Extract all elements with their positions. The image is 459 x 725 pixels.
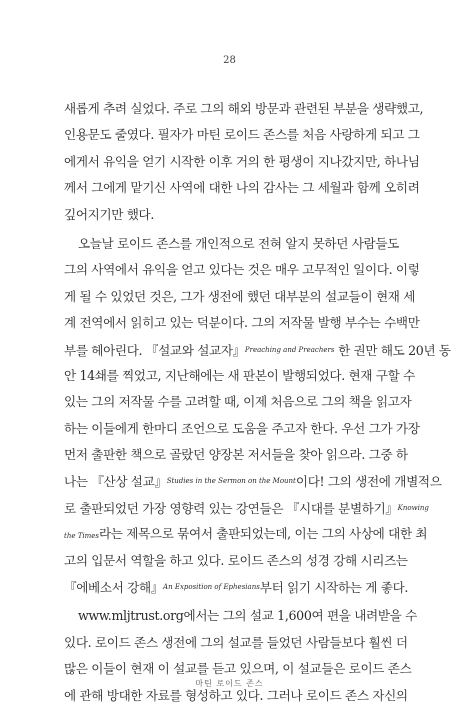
text-line: 게 될 수 있었던 것은, 그가 생전에 했던 대부분의 설교들이 현재 세 xyxy=(64,288,416,304)
running-footer: 마틴 로이드 존스 xyxy=(195,679,264,688)
text-line: 에 관해 방대한 자료를 형성하고 있다. 그러나 로이드 존스 자신의 xyxy=(64,687,408,703)
text-line-with-english-title xyxy=(64,495,429,521)
text-line: www.mljtrust.org에서는 그의 설교 1,600여 편을 내려받을 수 xyxy=(78,608,417,624)
body-text xyxy=(64,96,451,709)
text-line-with-english-title xyxy=(64,574,409,600)
text-line: 안 14쇄를 찍었고, 지난해에는 새 판본이 발행되었다. 현재 구할 수 xyxy=(64,367,415,383)
text-line: 고의 입문서 역할을 하고 있다. 로이드 존스의 성경 강해 시리즈는 xyxy=(64,552,408,568)
text-line: 계 전역에서 읽히고 있는 덕분이다. 그의 저작물 발행 부수는 수백만 xyxy=(64,315,420,331)
text-line: 그의 사역에서 유익을 얻고 있다는 것은 매우 고무적인 일이다. 이렇 xyxy=(64,262,420,278)
text-line: 오늘날 로이드 존스를 개인적으로 전혀 알지 못하던 사람들도 xyxy=(78,235,399,251)
english-title: the Times xyxy=(64,532,99,541)
text-line: 새롭게 추려 실었다. 주로 그의 해외 방문과 관련된 부분을 생략했고, xyxy=(64,101,424,116)
english-title: Studies in the Sermon on the Mount xyxy=(166,477,296,486)
text-segment: 이다! 그의 생전에 개별적으 xyxy=(295,474,442,490)
text-line-with-english-title xyxy=(64,337,451,363)
text-segment: 『에베소서 강해』 xyxy=(64,580,164,596)
text-segment: 부를 헤아린다. 『설교와 설교자』 xyxy=(64,342,245,358)
text-line: 깊어지기만 했다. xyxy=(64,206,155,222)
english-title: Preaching and Preachers xyxy=(244,345,335,354)
text-line: 있다. 로이드 존스 생전에 그의 설교를 들었던 사람들보다 훨씬 더 xyxy=(64,634,408,650)
text-line: 먼저 출판한 책으로 골랐던 양장본 저서들을 찾아 읽으라. 그중 하 xyxy=(64,447,408,463)
text-line: 많은 이들이 현재 이 설교를 듣고 있으며, 이 설교들은 로이드 존스 xyxy=(64,661,412,677)
text-line: 께서 그에게 맡기신 사역에 대한 나의 감사는 그 세월과 함께 오히려 xyxy=(64,180,420,196)
text-segment: 나는 『산상 설교』 xyxy=(64,474,167,490)
text-line: 있는 그의 저작물 수를 고려할 때, 이제 처음으로 그의 책을 읽고자 xyxy=(64,394,412,410)
text-segment: 한 권만 해도 20년 동 xyxy=(334,342,451,358)
english-title: An Exposition of Ephesians xyxy=(163,583,260,592)
text-segment: 로 출판되었던 가장 영향력 있는 강연들은 『시대를 분별하기』 xyxy=(64,500,398,516)
english-title: Knowing xyxy=(397,503,429,512)
text-segment: 라는 제목으로 묶여서 출판되었는데, 이는 그의 사상에 대한 최 xyxy=(98,526,428,542)
text-line-with-english-title xyxy=(64,521,428,547)
text-line: 하는 이들에게 한마디 조언으로 도움을 주고자 한다. 우선 그가 가장 xyxy=(64,420,420,436)
text-segment: 부터 읽기 시작하는 게 좋다. xyxy=(259,580,409,596)
text-line: 에게서 유익을 얻기 시작한 이후 거의 한 평생이 지나갔지만, 하나님 xyxy=(64,153,420,169)
text-line-with-english-title xyxy=(64,468,442,494)
page-number: 28 xyxy=(223,55,236,66)
text-line: 인용문도 줄였다. 필자가 마틴 로이드 존스를 처음 사랑하게 되고 그 xyxy=(64,127,420,143)
